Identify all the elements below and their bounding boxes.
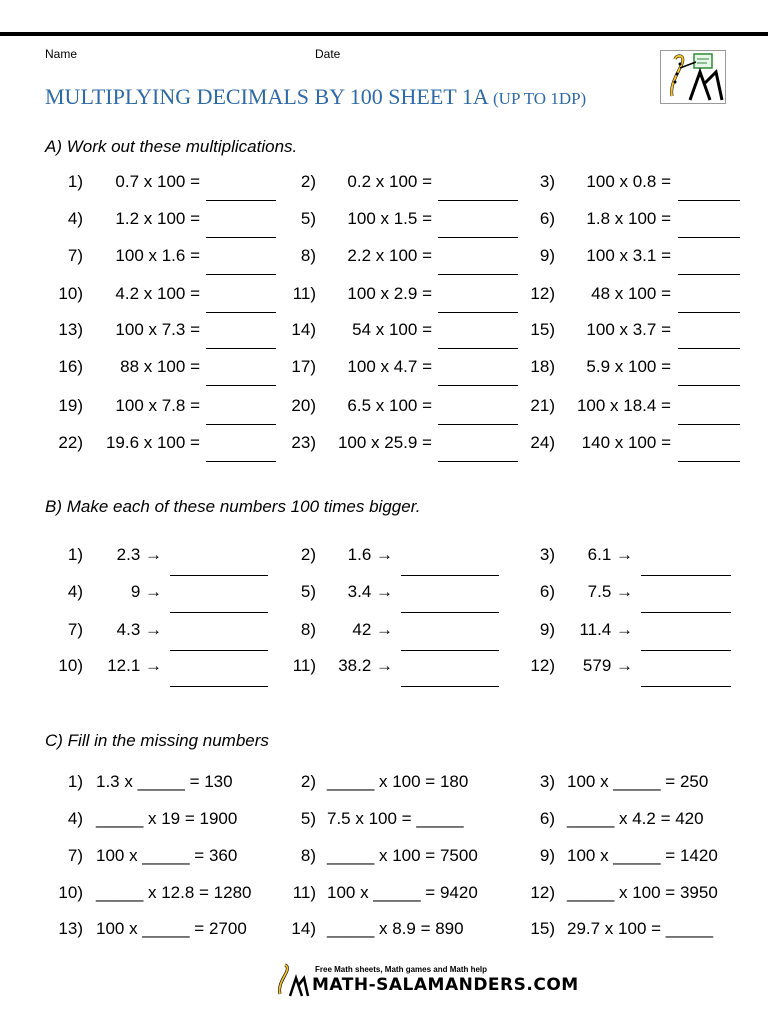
question-expression: 100 x 1.6 = — [115, 246, 200, 265]
question-expression: 100 x 3.7 = — [586, 320, 671, 339]
question-expression: 4.3 → — [116, 620, 162, 639]
question-number: 18) — [530, 357, 555, 376]
question-number: 10) — [58, 656, 83, 675]
question-expression: 100 x 0.8 = — [586, 172, 671, 191]
question-number: 17) — [291, 357, 316, 376]
answer-line — [641, 686, 731, 687]
question-number: 9) — [539, 620, 555, 639]
question-expression: 100 x 7.8 = — [115, 396, 200, 415]
question-number: 7) — [67, 620, 83, 639]
footer-site-name: MATH-SALAMANDERS.COM — [312, 975, 579, 995]
question-number: 2) — [300, 772, 316, 791]
question-number: 12) — [530, 284, 555, 303]
question-expression: 100 x 2.9 = — [347, 284, 432, 303]
question-number: 6) — [539, 209, 555, 228]
question-expression: 100 x 18.4 = — [576, 396, 671, 415]
question-number: 8) — [300, 846, 316, 865]
question-number: 24) — [530, 433, 555, 452]
fill-in-equation: 7.5 x 100 = _____ — [327, 809, 464, 828]
question-expression: 7.5 → — [587, 582, 633, 601]
question-number: 7) — [67, 246, 83, 265]
answer-line — [678, 312, 740, 313]
date-label: Date — [315, 47, 341, 61]
fill-in-equation: 100 x _____ = 1420 — [567, 846, 718, 865]
fill-in-equation: 100 x _____ = 250 — [567, 772, 709, 791]
question-expression: 88 x 100 = — [120, 357, 200, 376]
question-number: 7) — [67, 846, 83, 865]
fill-in-equation: 100 x _____ = 360 — [96, 846, 238, 865]
name-label: Name — [45, 47, 78, 61]
question-number: 2) — [300, 172, 316, 191]
question-number: 8) — [300, 620, 316, 639]
question-expression: 1.6 → — [347, 545, 393, 564]
fill-in-equation: _____ x 100 = 180 — [327, 772, 469, 791]
question-number: 9) — [539, 246, 555, 265]
question-number: 11) — [292, 656, 316, 675]
question-number: 15) — [530, 320, 555, 339]
answer-line — [438, 274, 518, 275]
question-expression: 100 x 3.1 = — [586, 246, 671, 265]
question-number: 13) — [58, 320, 83, 339]
question-expression: 2.2 x 100 = — [347, 246, 432, 265]
section-b-title: B) Make each of these numbers 100 times bigger. — [45, 497, 421, 516]
answer-line — [678, 237, 740, 238]
question-expression: 140 x 100 = — [581, 433, 671, 452]
answer-line — [401, 686, 499, 687]
question-expression: 4.2 x 100 = — [115, 284, 200, 303]
question-number: 19) — [58, 396, 83, 415]
question-number: 5) — [300, 582, 316, 601]
answer-line — [438, 385, 518, 386]
question-number: 21) — [530, 396, 555, 415]
question-number: 22) — [58, 433, 83, 452]
question-number: 4) — [67, 582, 83, 601]
question-number: 1) — [67, 772, 83, 791]
answer-line — [678, 348, 740, 349]
question-number: 4) — [67, 209, 83, 228]
answer-line — [678, 385, 740, 386]
question-number: 12) — [530, 883, 555, 902]
question-expression: 5.9 x 100 = — [586, 357, 671, 376]
answer-line — [206, 424, 276, 425]
answer-line — [206, 237, 276, 238]
question-number: 14) — [291, 919, 316, 938]
answer-line — [678, 274, 740, 275]
question-expression: 48 x 100 = — [591, 284, 671, 303]
question-number: 4) — [67, 809, 83, 828]
section-a-title: A) Work out these multiplications. — [45, 137, 298, 156]
fill-in-equation: _____ x 4.2 = 420 — [567, 809, 704, 828]
question-expression: 100 x 4.7 = — [347, 357, 432, 376]
question-number: 3) — [539, 172, 555, 191]
question-number: 20) — [291, 396, 316, 415]
title-main: MULTIPLYING DECIMALS BY 100 SHEET 1A — [45, 84, 488, 109]
answer-line — [206, 274, 276, 275]
answer-line — [206, 200, 276, 201]
title-sub: (UP TO 1DP) — [493, 89, 587, 108]
answer-line — [170, 575, 268, 576]
question-number: 5) — [300, 209, 316, 228]
question-number: 10) — [58, 284, 83, 303]
answer-line — [206, 312, 276, 313]
question-expression: 0.7 x 100 = — [115, 172, 200, 191]
question-expression: 100 x 7.3 = — [115, 320, 200, 339]
question-number: 15) — [530, 919, 555, 938]
answer-line — [401, 612, 499, 613]
question-number: 8) — [300, 246, 316, 265]
question-number: 6) — [539, 809, 555, 828]
answer-line — [678, 200, 740, 201]
question-number: 11) — [292, 284, 316, 303]
question-expression: 100 x 25.9 = — [337, 433, 432, 452]
question-number: 3) — [539, 772, 555, 791]
answer-line — [206, 461, 276, 462]
question-number: 1) — [67, 172, 83, 191]
question-number: 11) — [292, 883, 316, 902]
question-number: 14) — [291, 320, 316, 339]
fill-in-equation: _____ x 19 = 1900 — [96, 809, 238, 828]
answer-line — [401, 650, 499, 651]
question-expression: 0.2 x 100 = — [347, 172, 432, 191]
answer-line — [438, 237, 518, 238]
fill-in-equation: 100 x _____ = 2700 — [96, 919, 247, 938]
answer-line — [170, 612, 268, 613]
question-expression: 19.6 x 100 = — [105, 433, 200, 452]
question-expression: 6.1 → — [587, 545, 633, 564]
answer-line — [641, 650, 731, 651]
answer-line — [641, 612, 731, 613]
question-expression: 100 x 1.5 = — [347, 209, 432, 228]
fill-in-equation: _____ x 100 = 3950 — [567, 883, 718, 902]
answer-line — [438, 200, 518, 201]
question-expression: 12.1 → — [107, 656, 162, 675]
question-number: 10) — [58, 883, 83, 902]
salamander-logo-icon — [660, 50, 726, 104]
fill-in-equation: _____ x 100 = 7500 — [327, 846, 478, 865]
question-expression: 579 → — [582, 656, 633, 675]
question-number: 3) — [539, 545, 555, 564]
question-expression: 6.5 x 100 = — [347, 396, 432, 415]
answer-line — [401, 575, 499, 576]
question-number: 13) — [58, 919, 83, 938]
question-expression: 1.8 x 100 = — [586, 209, 671, 228]
answer-line — [438, 312, 518, 313]
fill-in-equation: 1.3 x _____ = 130 — [96, 772, 233, 791]
answer-line — [438, 424, 518, 425]
answer-line — [170, 650, 268, 651]
worksheet-title — [45, 84, 586, 110]
question-expression: 54 x 100 = — [352, 320, 432, 339]
answer-line — [438, 461, 518, 462]
answer-line — [170, 686, 268, 687]
question-number: 12) — [530, 656, 555, 675]
question-expression: 38.2 → — [338, 656, 393, 675]
fill-in-equation: _____ x 8.9 = 890 — [327, 919, 464, 938]
fill-in-equation: _____ x 12.8 = 1280 — [96, 883, 252, 902]
question-number: 16) — [58, 357, 83, 376]
fill-in-equation: 100 x _____ = 9420 — [327, 883, 478, 902]
answer-line — [678, 424, 740, 425]
question-expression: 9 → — [130, 582, 162, 601]
question-number: 1) — [67, 545, 83, 564]
question-expression: 42 → — [352, 620, 393, 639]
question-expression: 3.4 → — [347, 582, 393, 601]
answer-line — [678, 461, 740, 462]
answer-line — [206, 385, 276, 386]
question-number: 2) — [300, 545, 316, 564]
question-expression: 11.4 → — [579, 620, 633, 639]
fill-in-equation: 29.7 x 100 = _____ — [567, 919, 714, 938]
question-number: 23) — [291, 433, 316, 452]
footer-brand — [270, 960, 579, 1000]
answer-line — [438, 348, 518, 349]
question-number: 5) — [300, 809, 316, 828]
question-expression: 2.3 → — [116, 545, 162, 564]
answer-line — [641, 575, 731, 576]
question-number: 9) — [539, 846, 555, 865]
footer-salamander-icon — [270, 962, 310, 998]
footer-tagline: Free Math sheets, Math games and Math help — [315, 965, 488, 974]
question-number: 6) — [539, 582, 555, 601]
section-c-title: C) Fill in the missing numbers — [45, 731, 269, 750]
top-rule — [0, 32, 768, 36]
question-expression: 1.2 x 100 = — [115, 209, 200, 228]
answer-line — [206, 348, 276, 349]
